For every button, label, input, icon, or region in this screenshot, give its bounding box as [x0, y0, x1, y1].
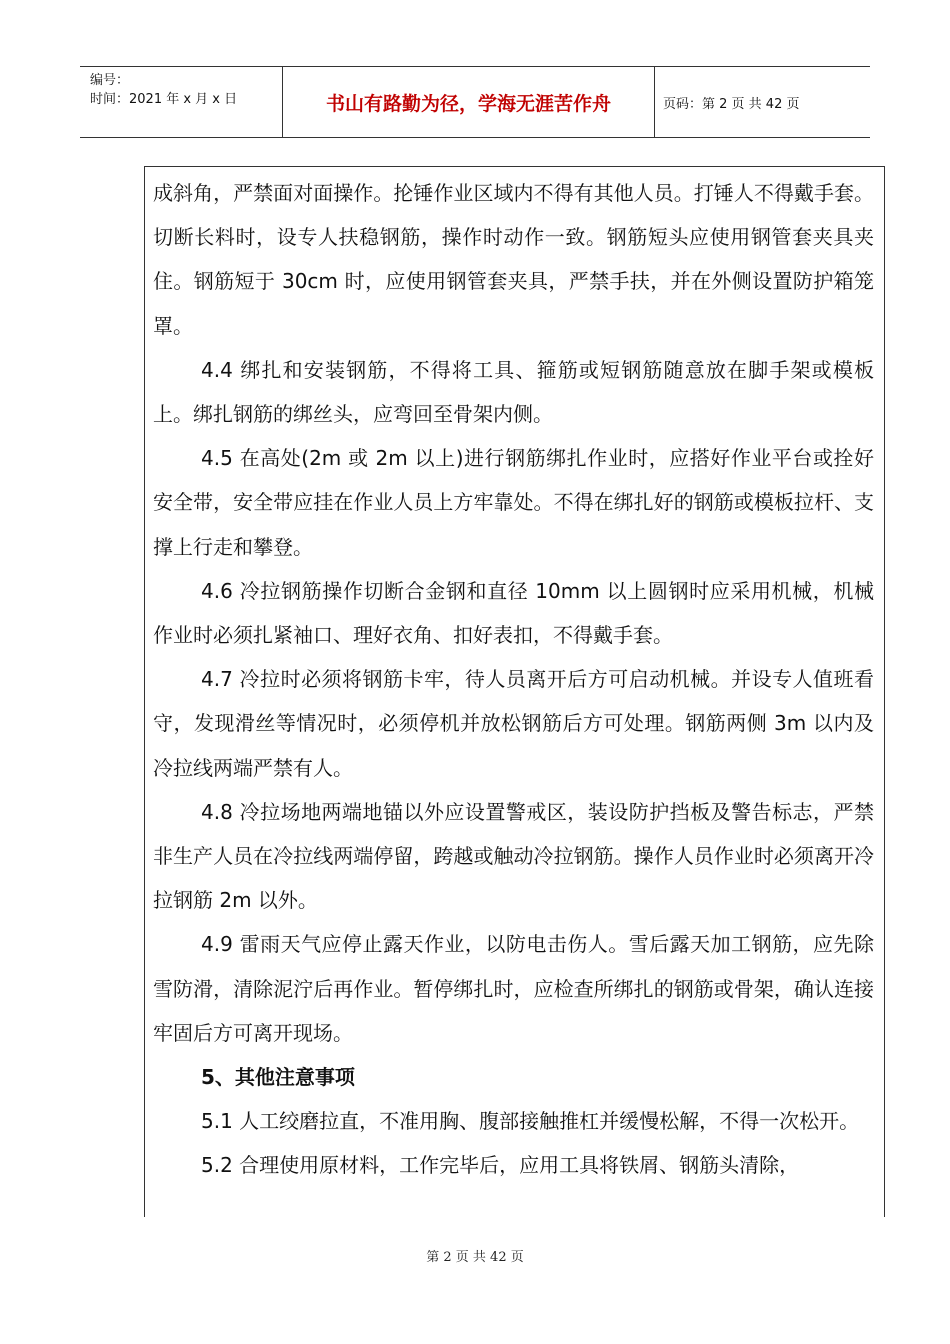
paragraph-4-5: 4.5 在高处(2m 或 2m 以上)进行钢筋绑扎作业时，应搭好作业平台或拴好安全带，安全带应挂在作业人员上方牢靠处。不得在绑扎好的钢筋或模板拉杆、支撑上行走和攀登。: [153, 446, 874, 559]
header-meta: [80, 67, 282, 137]
section-heading-5: 5、其他注意事项: [201, 1065, 355, 1090]
content-box: [144, 166, 885, 1217]
header-page-info: 页码：第 2 页 共 42 页: [663, 96, 800, 112]
paragraph-4-7: 4.7 冷拉时必须将钢筋卡牢，待人员离开后方可启动机械。并设专人值班看守，发现滑丝等情况时，必须停机并放松钢筋后方可处理。钢筋两侧 3m 以内及冷拉线两端严禁有人。: [153, 667, 874, 780]
paragraph-4-9: 4.9 雷雨天气应停止露天作业，以防电击伤人。雪后露天加工钢筋，应先除雪防滑，清除泥泞后再作业。暂停绑扎时，应检查所绑扎的钢筋或骨架，确认连接牢固后方可离开现场。: [153, 932, 874, 1045]
code-label: 编号：: [90, 73, 130, 88]
paragraph-4-8: 4.8 冷拉场地两端地锚以外应设置警戒区，装设防护挡板及警告标志，严禁非生产人员在冷拉线两端停留，跨越或触动冷拉钢筋。操作人员作业时必须离开冷拉钢筋 2m 以外。: [153, 799, 874, 913]
paragraph-5-2: 5.2 合理使用原材料，工作完毕后，应用工具将铁屑、钢筋头清除，: [201, 1153, 800, 1178]
page-footer: 第 2 页 共 42 页: [426, 1250, 524, 1265]
paragraph-4-4: 4.4 绑扎和安装钢筋，不得将工具、箍筋或短钢筋随意放在脚手架或模板上。绑扎钢筋的绑丝头，应弯回至骨架内侧。: [153, 357, 874, 427]
paragraph-5-1: 5.1 人工绞磨拉直，不准用胸、腹部接触推杠并缓慢松解，不得一次松开。: [201, 1109, 860, 1134]
paragraph-continued: 成斜角，严禁面对面操作。抡锤作业区域内不得有其他人员。打锤人不得戴手套。切断长料时，设专人扶稳钢筋，操作时动作一致。钢筋短头应使用钢管套夹具夹住。钢筋短于 30cm 时，应使用钢管套夹具，严禁手扶，并在外侧设置防护箱笼罩。: [153, 181, 874, 338]
date-label: 时间：2021 年 x 月 x 日: [90, 92, 238, 107]
header-motto: 书山有路勤为径，学海无涯苦作舟: [282, 67, 655, 137]
paragraph-4-6: 4.6 冷拉钢筋操作切断合金钢和直径 10mm 以上圆钢时应采用机械，机械作业时必须扎紧袖口、理好衣角、扣好表扣，不得戴手套。: [153, 578, 874, 648]
document-header: [80, 66, 870, 138]
